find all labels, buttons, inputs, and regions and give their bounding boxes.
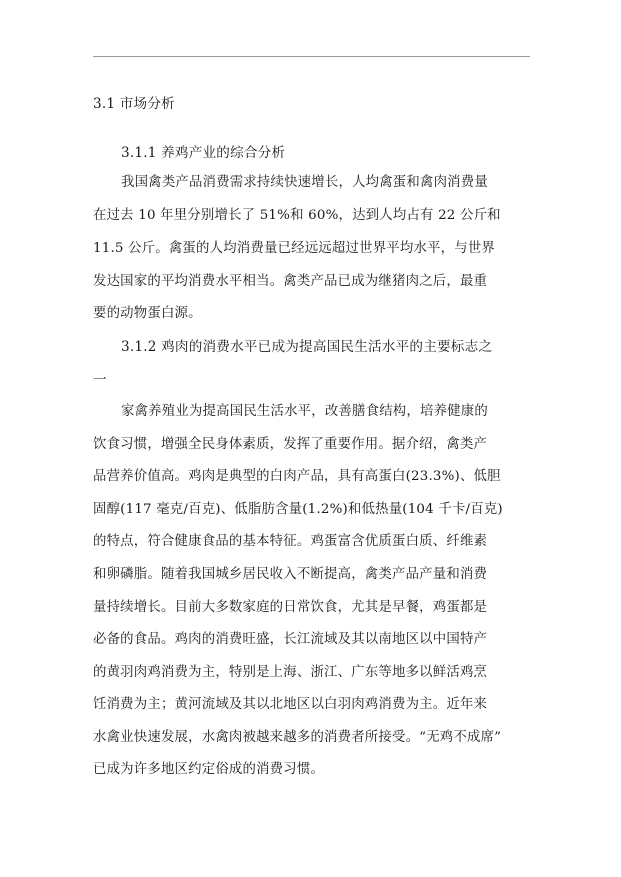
paragraph-2-line-7: 量持续增长。目前大多数家庭的日常饮食，尤其是早餐，鸡蛋都是 [93, 600, 488, 615]
section-heading: 3.1 市场分析 [93, 96, 175, 112]
header-rule [93, 56, 530, 57]
paragraph-2-line-6: 和卵磷脂。随着我国城乡居民收入不断提高，禽类产品产量和消费 [93, 567, 488, 582]
paragraph-2-line-3: 品营养价值高。鸡肉是典型的白肉产品，具有高蛋白(23.3%)、低胆 [93, 469, 501, 484]
paragraph-1-line-3: 11.5 公斤。禽蛋的人均消费量已经远远超过世界平均水平，与世界 [93, 241, 496, 256]
paragraph-2-line-2: 饮食习惯，增强全民身体素质，发挥了重要作用。据介绍，禽类产 [93, 437, 488, 452]
paragraph-1-line-4: 发达国家的平均消费水平相当。禽类产品已成为继猪肉之后，最重 [93, 274, 488, 289]
paragraph-2-line-11: 水禽业快速发展，水禽肉被越来越多的消费者所接受。“无鸡不成席” [93, 730, 502, 745]
paragraph-1-line-1: 我国禽类产品消费需求持续快速增长，人均禽蛋和禽肉消费量 [121, 175, 488, 190]
subsection-heading-1: 3.1.1 养鸡产业的综合分析 [121, 145, 286, 161]
subsection-heading-2: 3.1.2 鸡肉的消费水平已成为提高国民生活水平的主要标志之 [121, 339, 493, 355]
paragraph-2-line-9: 的黄羽肉鸡消费为主，特别是上海、浙江、广东等地多以鲜活鸡烹 [93, 665, 488, 680]
paragraph-2-line-10: 饪消费为主；黄河流域及其以北地区以白羽肉鸡消费为主。近年来 [93, 697, 488, 712]
paragraph-2-line-8: 必备的食品。鸡肉的消费旺盛，长江流域及其以南地区以中国特产 [93, 632, 488, 647]
paragraph-2-line-5: 的特点，符合健康食品的基本特征。鸡蛋富含优质蛋白质、纤维素 [93, 534, 488, 549]
paragraph-2-line-4: 固醇(117 毫克/百克)、低脂肪含量(1.2%)和低热量(104 千卡/百克) [93, 502, 503, 517]
paragraph-1-line-2: 在过去 10 年里分别增长了 51%和 60%，达到人均占有 22 公斤和 [93, 208, 501, 223]
paragraph-2-line-12: 已成为许多地区约定俗成的消费习惯。 [93, 762, 325, 777]
subsection-heading-2-cont: 一 [93, 372, 107, 388]
paragraph-1-line-5: 要的动物蛋白源。 [93, 306, 202, 321]
paragraph-2-line-1: 家禽养殖业为提高国民生活水平，改善膳食结构，培养健康的 [121, 404, 488, 419]
